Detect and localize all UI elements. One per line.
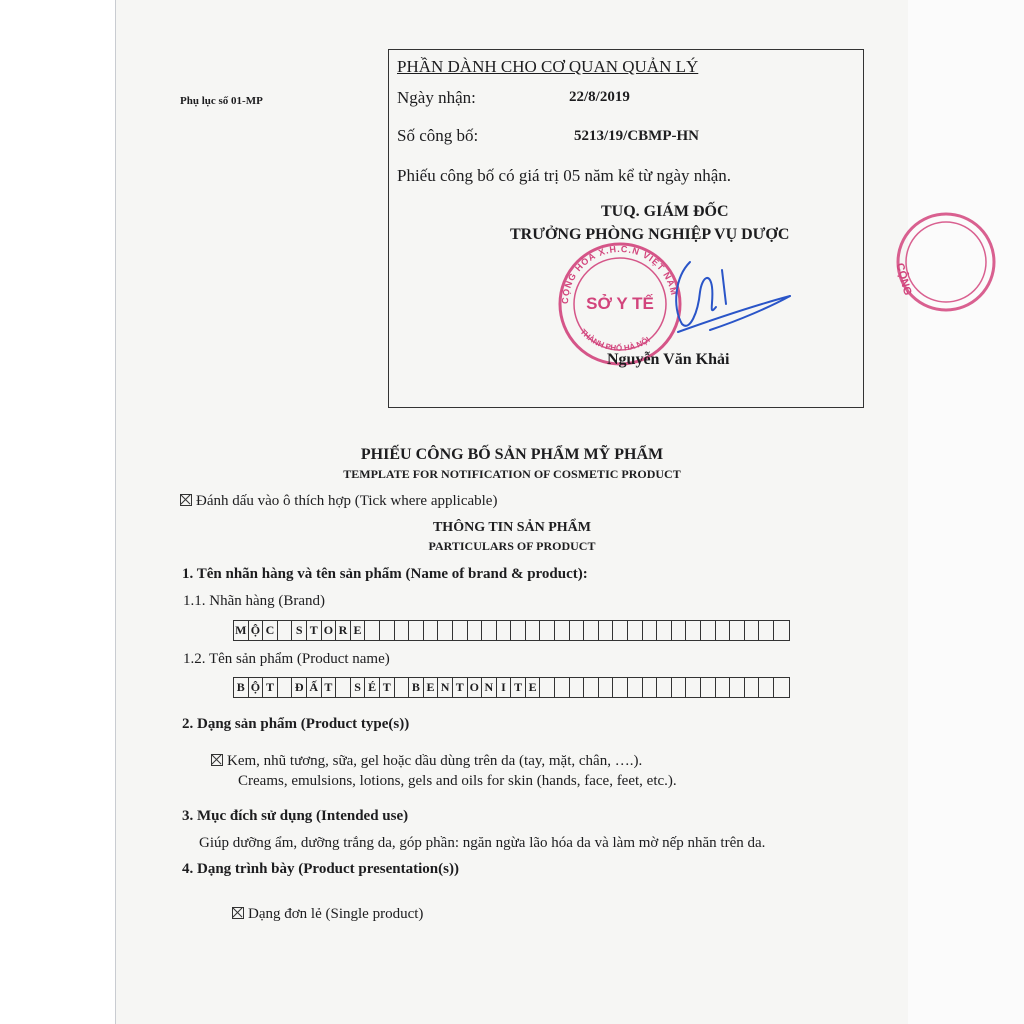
product-cell: T: [322, 678, 337, 697]
received-label: Ngày nhận:: [397, 88, 476, 107]
product-cell: [540, 678, 555, 697]
product-cell: [774, 678, 789, 697]
product-cell: [716, 678, 731, 697]
item1-heading: 1. Tên nhãn hàng và tên sản phẩm (Name of brand & product):: [182, 566, 588, 582]
brand-char-grid: [233, 620, 790, 641]
validity-note: Phiếu công bố có giá trị 05 năm kể từ ngày nhận.: [397, 166, 732, 185]
brand-cell: R: [336, 621, 351, 640]
item2-option-vi: [211, 753, 642, 770]
product-cell: [599, 678, 614, 697]
checked-box-icon: [211, 754, 223, 766]
product-cell: É: [365, 678, 380, 697]
edge-stamp-text: CỘNG: [893, 261, 914, 297]
right-margin: [893, 0, 1024, 1024]
brand-cell: [730, 621, 745, 640]
brand-cell: M: [234, 621, 249, 640]
brand-cell: [584, 621, 599, 640]
brand-cell: [526, 621, 541, 640]
signer-title-1: TUQ. GIÁM ĐỐC: [601, 203, 729, 220]
product-cell: [730, 678, 745, 697]
brand-cell: [759, 621, 774, 640]
brand-cell: [613, 621, 628, 640]
product-cell: E: [424, 678, 439, 697]
brand-cell: [468, 621, 483, 640]
section-title-vi: THÔNG TIN SẢN PHẨM: [432, 520, 592, 535]
brand-cell: [424, 621, 439, 640]
brand-cell: S: [292, 621, 307, 640]
product-cell: [657, 678, 672, 697]
product-cell: [278, 678, 293, 697]
product-cell: [686, 678, 701, 697]
signer-title-2: TRƯỞNG PHÒNG NGHIỆP VỤ DƯỢC: [510, 226, 790, 243]
brand-cell: [628, 621, 643, 640]
brand-cell: [278, 621, 293, 640]
brand-cell: [570, 621, 585, 640]
brand-cell: [540, 621, 555, 640]
product-cell: [336, 678, 351, 697]
form-title-vi: PHIẾU CÔNG BỐ SẢN PHẨM MỸ PHẨM: [360, 446, 664, 463]
stamp-ring-text: CỘNG HÒA X.H.C.N VIỆT NAM: [559, 243, 680, 305]
product-cell: T: [453, 678, 468, 697]
product-cell: S: [351, 678, 366, 697]
brand-cell: O: [322, 621, 337, 640]
product-cell: N: [482, 678, 497, 697]
brand-cell: [657, 621, 672, 640]
brand-cell: E: [351, 621, 366, 640]
brand-cell: [686, 621, 701, 640]
brand-cell: [497, 621, 512, 640]
product-cell: Đ: [292, 678, 307, 697]
product-cell: [555, 678, 570, 697]
brand-cell: [511, 621, 526, 640]
brand-cell: [409, 621, 424, 640]
checked-box-icon: [232, 907, 244, 919]
item4-heading: 4. Dạng trình bày (Product presentation(s)): [182, 861, 459, 877]
product-cell: B: [409, 678, 424, 697]
brand-cell: [643, 621, 658, 640]
signer-name: Nguyễn Văn Khải: [607, 351, 730, 368]
tick-note: [180, 493, 497, 510]
brand-cell: [555, 621, 570, 640]
received-value: 22/8/2019: [569, 89, 630, 105]
admin-heading: PHẦN DÀNH CHO CƠ QUAN QUẢN LÝ: [397, 57, 699, 76]
brand-cell: [453, 621, 468, 640]
checked-box-icon: [180, 494, 192, 506]
product-cell: B: [234, 678, 249, 697]
brand-cell: [365, 621, 380, 640]
item4-option-text: Dạng đơn lẻ (Single product): [248, 906, 424, 922]
brand-cell: [774, 621, 789, 640]
product-cell: [672, 678, 687, 697]
product-cell: N: [438, 678, 453, 697]
product-cell: [643, 678, 658, 697]
product-cell: T: [263, 678, 278, 697]
stamp-bottom-text: THÀNH PHỐ HÀ NỘI: [578, 327, 652, 353]
brand-cell: [716, 621, 731, 640]
brand-cell: [380, 621, 395, 640]
item2-option-en: Creams, emulsions, lotions, gels and oils for skin (hands, face, feet, etc.).: [238, 773, 677, 789]
brand-cell: [482, 621, 497, 640]
product-cell: T: [380, 678, 395, 697]
product-cell: T: [511, 678, 526, 697]
product-cell: O: [468, 678, 483, 697]
annex-label: Phụ lục số 01-MP: [180, 95, 263, 107]
item1-2-label: 1.2. Tên sản phẩm (Product name): [183, 651, 390, 667]
product-cell: Ấ: [307, 678, 322, 697]
product-char-grid: [233, 677, 790, 698]
brand-cell: [672, 621, 687, 640]
product-cell: [395, 678, 410, 697]
brand-cell: T: [307, 621, 322, 640]
item2-heading: 2. Dạng sản phẩm (Product type(s)): [182, 716, 410, 732]
brand-cell: [599, 621, 614, 640]
product-cell: [613, 678, 628, 697]
form-title-en: TEMPLATE FOR NOTIFICATION OF COSMETIC PRODUCT: [343, 467, 681, 481]
item3-text: Giúp dưỡng ẩm, dưỡng trắng da, góp phần: ngăn ngừa lão hóa da và làm mờ nếp nhăn trên da.: [199, 835, 766, 851]
brand-cell: [395, 621, 410, 640]
brand-cell: C: [263, 621, 278, 640]
number-label: Số công bố:: [397, 126, 479, 145]
product-cell: [745, 678, 760, 697]
stamp-center-text: SỞ Y TẾ: [586, 294, 654, 313]
product-cell: E: [526, 678, 541, 697]
brand-cell: [701, 621, 716, 640]
edge-stamp: [893, 0, 1024, 1024]
brand-cell: Ộ: [249, 621, 264, 640]
number-value: 5213/19/CBMP-HN: [574, 128, 699, 144]
item2-option-vi-text: Kem, nhũ tương, sữa, gel hoặc dầu dùng trên da (tay, mặt, chân, ….).: [227, 753, 643, 769]
brand-cell: [438, 621, 453, 640]
product-cell: [701, 678, 716, 697]
product-cell: Ộ: [249, 678, 264, 697]
product-cell: [570, 678, 585, 697]
section-title-en: PARTICULARS OF PRODUCT: [428, 539, 596, 553]
signature: [676, 262, 790, 332]
item4-option: [232, 906, 423, 923]
product-cell: I: [497, 678, 512, 697]
product-cell: [584, 678, 599, 697]
item1-1-label: 1.1. Nhãn hàng (Brand): [183, 593, 326, 609]
product-cell: [628, 678, 643, 697]
brand-cell: [745, 621, 760, 640]
item3-heading: 3. Mục đích sử dụng (Intended use): [182, 808, 409, 824]
tick-note-text: Đánh dấu vào ô thích hợp (Tick where applicable): [196, 493, 498, 509]
product-cell: [759, 678, 774, 697]
